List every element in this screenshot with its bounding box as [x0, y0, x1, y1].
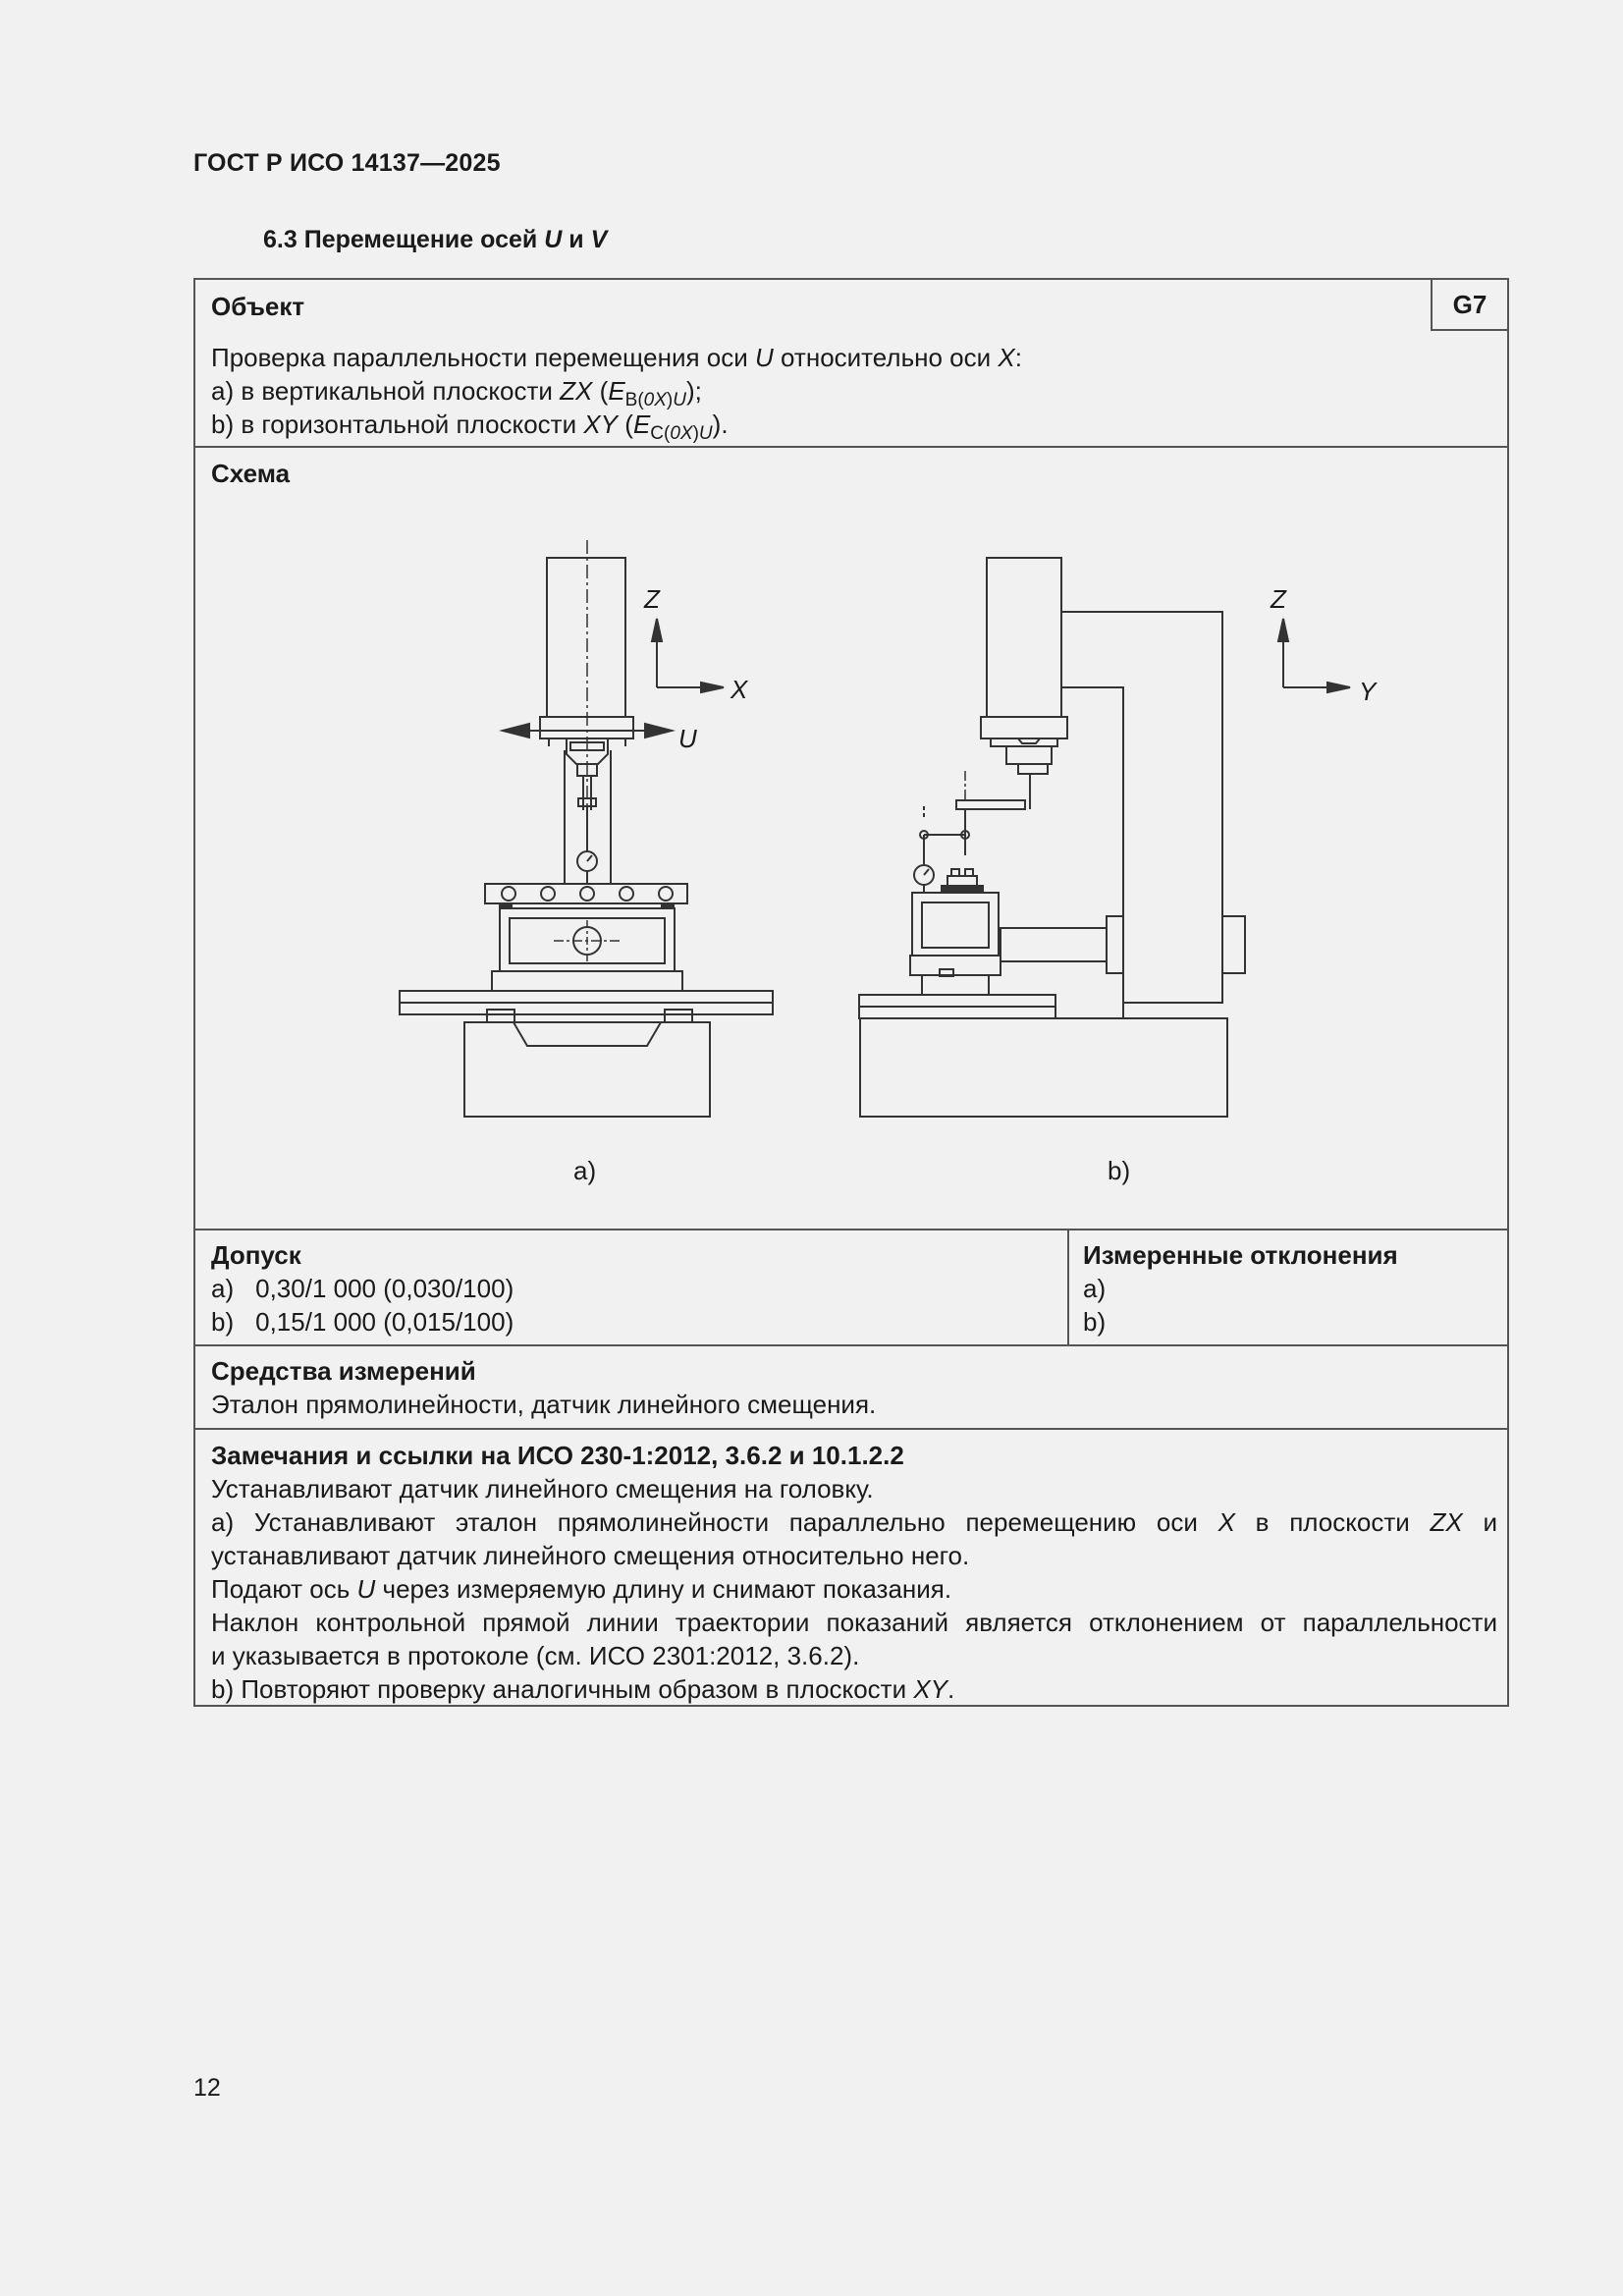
u-axis-arrow	[503, 724, 672, 738]
sub-part: U	[673, 390, 686, 410]
object-line-1-text-b: относительно оси	[781, 343, 992, 372]
divider	[195, 1344, 1507, 1346]
fig-a-axis-z: Z	[644, 584, 660, 614]
zx-axes-fig-a	[652, 619, 724, 692]
tolerance-item-label: b)	[211, 1307, 235, 1337]
remarks-line-2-text-b: в плоскости	[1255, 1507, 1410, 1537]
tolerance-item-value: 0,15/1 000 (0,015/100)	[255, 1307, 514, 1337]
object-item-a-symbol: E	[608, 376, 625, 406]
sub-part: B(	[624, 390, 644, 410]
remarks-line-6: и указывается в протоколе (см. ИСО 2301:2012, 3.6.2).	[211, 1641, 860, 1670]
sub-part: U	[698, 423, 713, 444]
remarks-line-2	[211, 1505, 1497, 1539]
test-table	[193, 278, 1509, 1707]
remarks-line-2-text: a) Устанавливают эталон прямолинейности параллельно перемещению оси	[211, 1507, 1198, 1537]
remarks-line-1: Устанавливают датчик линейного смещения на головку.	[211, 1474, 874, 1503]
test-code: G7	[1452, 289, 1488, 319]
object-item-b-open: (	[624, 410, 633, 439]
measured-item-b: b)	[1083, 1307, 1107, 1337]
remarks-line-2-conj: и	[1483, 1507, 1497, 1537]
object-line-1-end: :	[1014, 343, 1022, 372]
remarks-line-7	[211, 1672, 954, 1706]
tolerance-item-b	[211, 1305, 514, 1339]
sub-part: C(	[650, 423, 671, 444]
object-item-a-plane: ZX	[560, 376, 593, 406]
figure-b-machine-drawing	[859, 558, 1245, 1117]
sub-part: 0X	[670, 423, 693, 444]
remarks-axis-x: X	[1217, 1507, 1235, 1537]
section-number: 6.3	[263, 226, 298, 253]
column-divider	[1067, 1229, 1069, 1344]
divider	[195, 1428, 1507, 1430]
remarks-line-3: устанавливают датчик линейного смещения относительно него.	[211, 1541, 970, 1570]
remarks-heading: Замечания и ссылки на ИСО 230-1:2012, 3.6.2 и 10.1.2.2	[211, 1441, 904, 1470]
object-item-b-text: b) в горизонтальной плоскости	[211, 410, 577, 439]
fig-b-axis-z: Z	[1271, 584, 1286, 614]
remarks-plane-zx: ZX	[1430, 1507, 1463, 1537]
section-conj: и	[568, 226, 584, 253]
object-item-b-symbol: E	[632, 410, 651, 439]
zy-axes-fig-b	[1278, 619, 1350, 692]
page-number: 12	[193, 2074, 221, 2102]
object-line-1-text: Проверка параллельности перемещения оси	[211, 343, 748, 372]
measured-item-a: a)	[1083, 1274, 1107, 1303]
object-axis-x: X	[998, 343, 1015, 372]
remarks-line-4	[211, 1572, 951, 1606]
measured-heading: Измеренные отклонения	[1083, 1240, 1398, 1270]
sub-part: )	[692, 423, 699, 444]
section-title	[263, 226, 607, 254]
object-item-b-plane: XY	[583, 410, 619, 439]
tolerance-heading: Допуск	[211, 1240, 301, 1270]
remarks-line-7-text: b) Повторяют проверку аналогичным образом в плоскости	[211, 1674, 907, 1704]
instruments-heading: Средства измерений	[211, 1356, 476, 1386]
sub-part: )	[666, 390, 674, 410]
remarks-line-7-end: .	[947, 1674, 955, 1704]
object-item-a-close: );	[685, 376, 702, 406]
remarks-plane-xy: XY	[913, 1674, 948, 1704]
object-item-a-open: (	[599, 376, 609, 406]
remarks-line-5: Наклон контрольной прямой линии траектории показаний является отклонением от параллельности	[211, 1608, 1497, 1637]
section-title-text: Перемещение осей	[303, 226, 538, 253]
document-header: ГОСТ Р ИСО 14137—2025	[193, 149, 501, 177]
object-item-a-text: a) в вертикальной плоскости	[211, 376, 553, 406]
divider	[195, 1229, 1507, 1230]
fig-a-axis-u: U	[678, 724, 697, 753]
remarks-line-4-text-b: через измеряемую длину и снимают показания.	[382, 1574, 952, 1604]
remarks-line-4-text: Подают ось	[211, 1574, 351, 1604]
instruments-text: Эталон прямолинейности, датчик линейного смещения.	[211, 1390, 877, 1419]
fig-a-caption: a)	[573, 1156, 597, 1185]
sub-part: 0X	[643, 390, 667, 410]
remarks-axis-u: U	[356, 1574, 376, 1604]
axis-u-label: U	[544, 226, 563, 253]
object-axis-u: U	[755, 343, 774, 372]
fig-b-axis-y: Y	[1359, 677, 1377, 706]
object-item-b-close: ).	[712, 410, 729, 439]
fig-b-caption: b)	[1108, 1156, 1131, 1185]
object-heading: Объект	[211, 292, 305, 321]
tolerance-item-label: a)	[211, 1274, 235, 1303]
tolerance-item-value: 0,30/1 000 (0,030/100)	[255, 1274, 514, 1303]
tolerance-item-a	[211, 1272, 514, 1305]
scheme-heading: Схема	[211, 459, 291, 488]
fig-a-axis-x: X	[730, 675, 748, 704]
axis-v-label: V	[590, 226, 608, 253]
figure-a-machine-drawing	[400, 540, 773, 1117]
